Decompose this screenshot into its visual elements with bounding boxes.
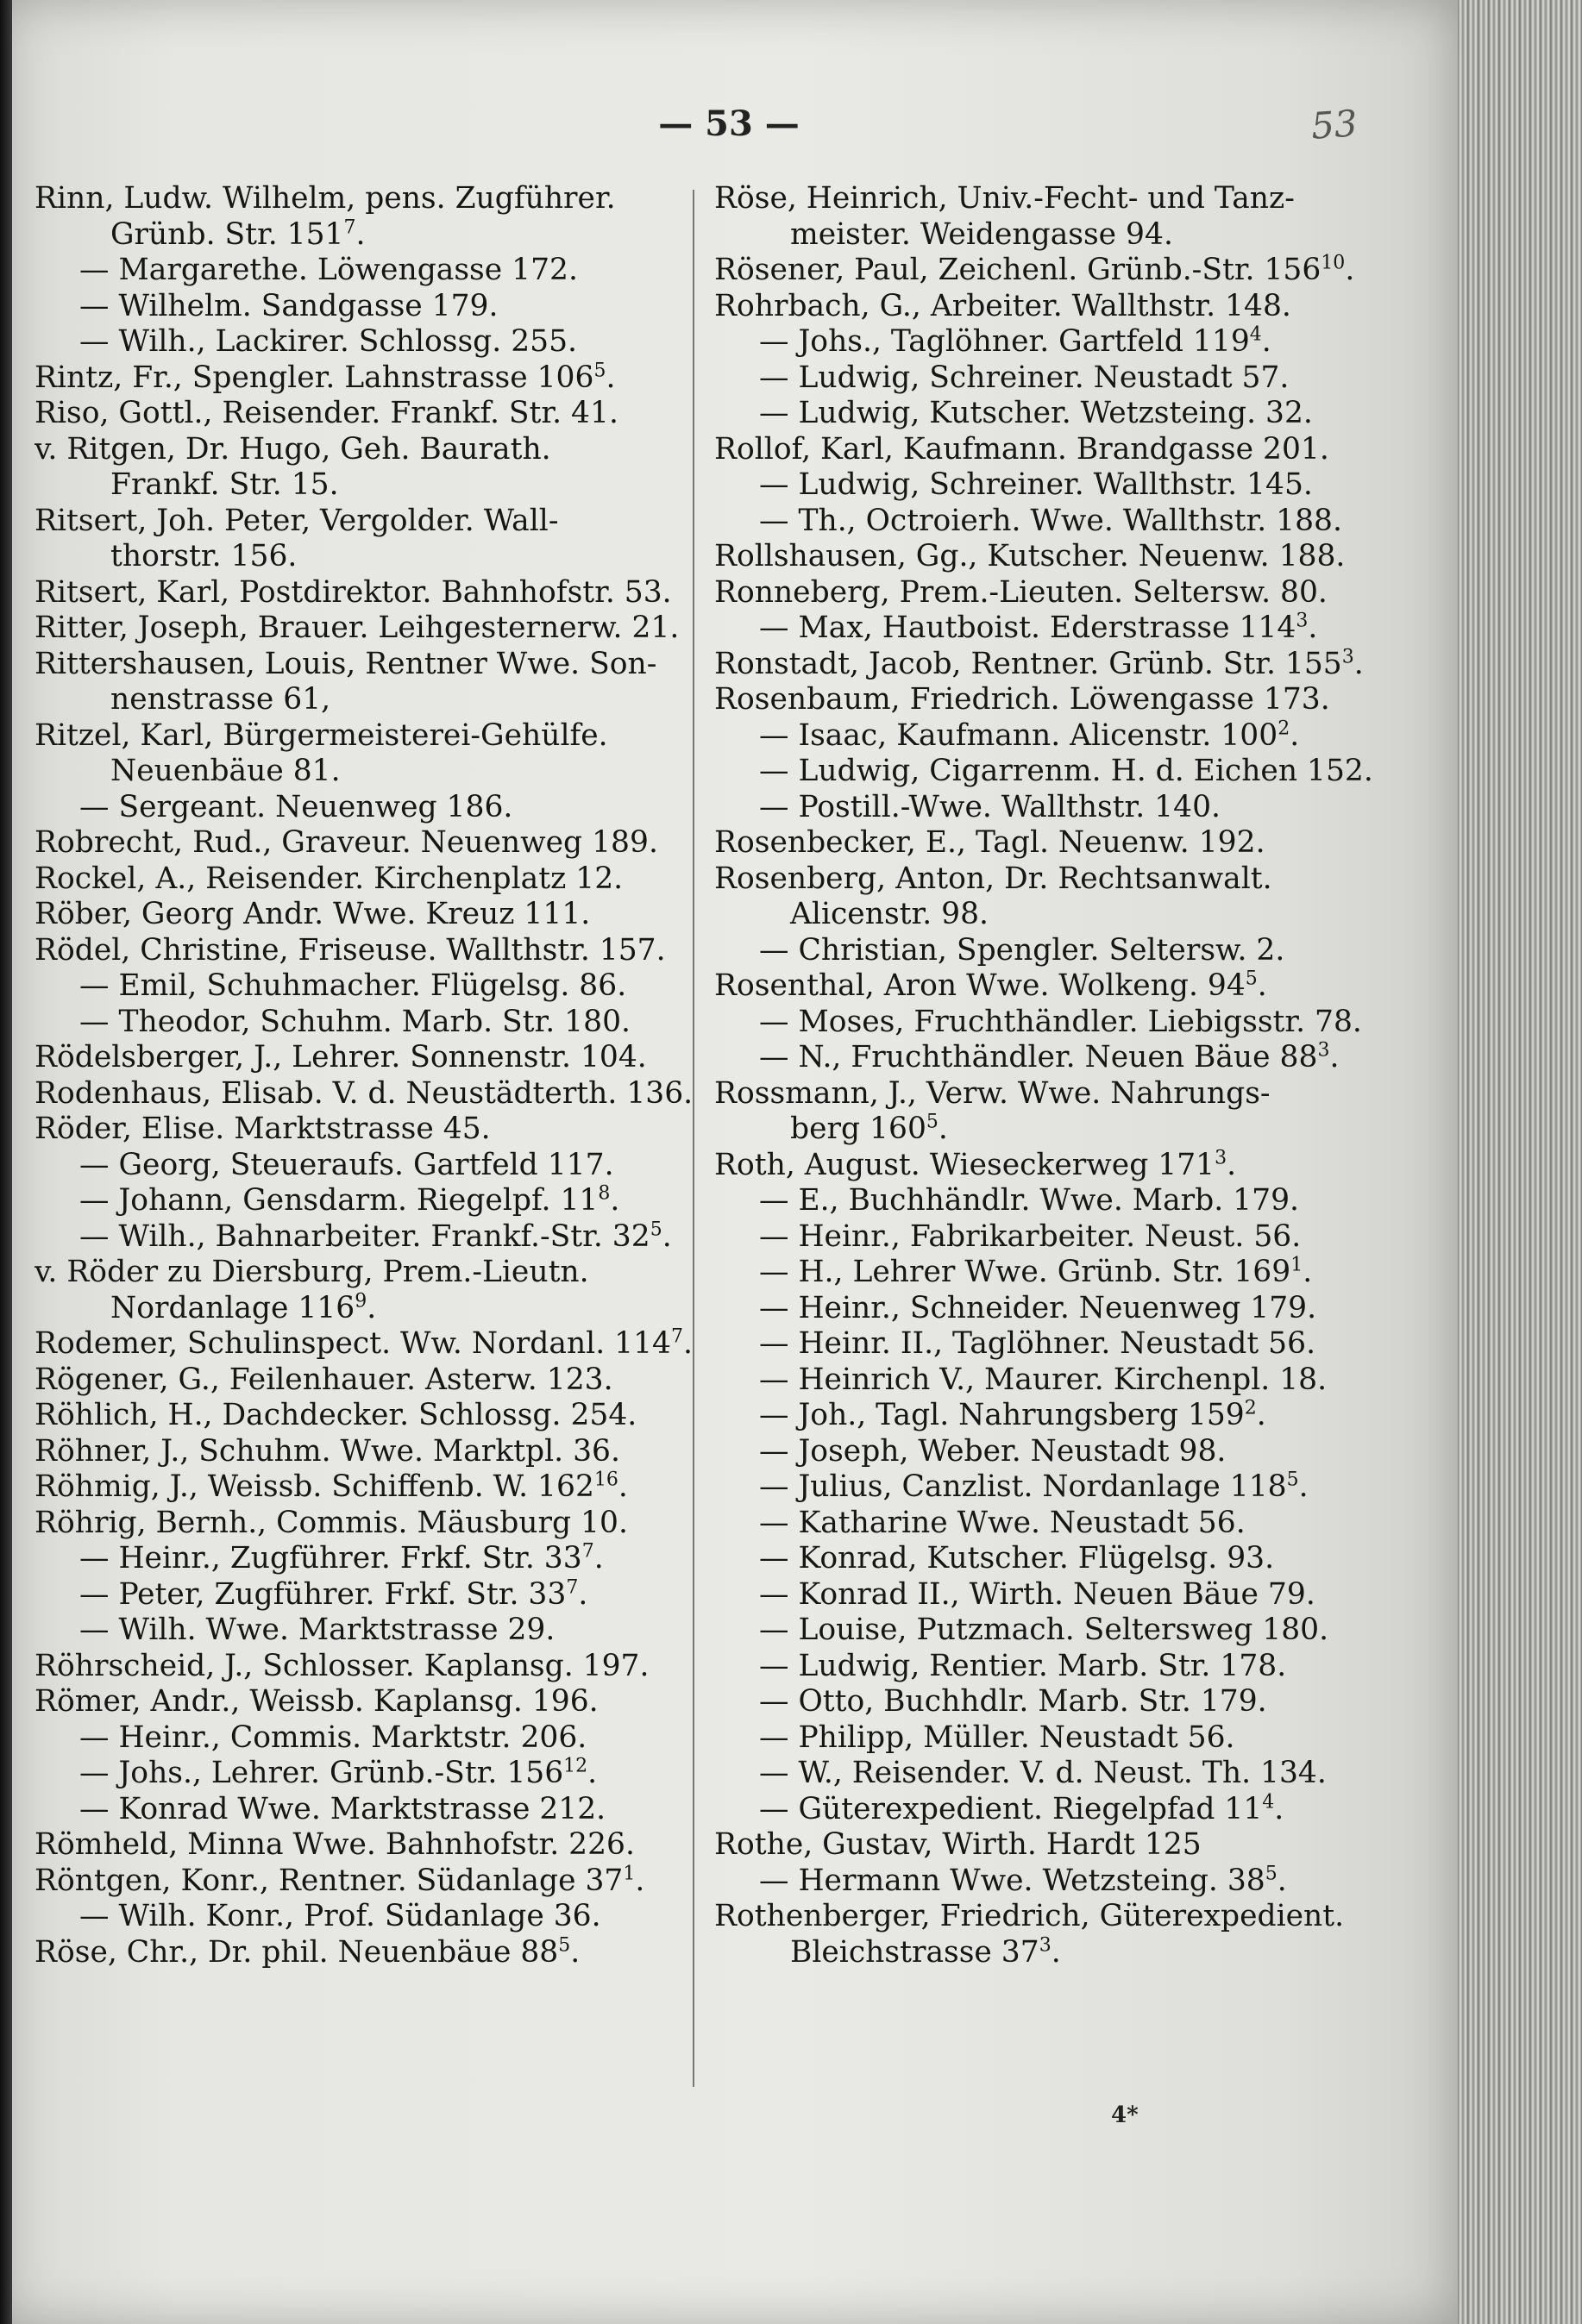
directory-entry [35, 1076, 707, 1112]
entry-superscript: 3 [1215, 1147, 1227, 1168]
directory-entry [35, 181, 707, 217]
entry-trailing-punct: . [635, 1863, 645, 1898]
directory-entry [714, 467, 1387, 504]
entry-text: thorstr. 156. [110, 539, 298, 573]
entry-trailing-punct: . [355, 216, 366, 252]
directory-entry [35, 1255, 707, 1291]
entry-text: — N., Fruchthändler. Neuen Bäue 88 [759, 1040, 1318, 1074]
directory-entry [35, 1112, 707, 1148]
directory-entry [35, 1864, 707, 1900]
entry-text: — Sergeant. Neuenweg 186. [79, 789, 513, 824]
entry-text: Röse, Heinrich, Univ.-Fecht- und Tanz- [714, 181, 1295, 216]
entry-text: Röder, Elise. Marktstrasse 45. [35, 1112, 491, 1146]
entry-text: Ritzel, Karl, Bürgermeisterei-Gehülfe. [35, 717, 608, 753]
entry-superscript: 3 [1317, 1040, 1330, 1062]
directory-entry [714, 1577, 1387, 1613]
entry-text: Rösener, Paul, Zeichenl. Grünb.-Str. 156 [714, 253, 1321, 287]
entry-superscript: 5 [650, 1218, 662, 1240]
directory-entry [714, 1362, 1387, 1399]
directory-entry [35, 1756, 707, 1792]
directory-entry [35, 861, 707, 898]
entry-superscript: 5 [1245, 968, 1258, 990]
entry-text: — Peter, Zugführer. Frkf. Str. 33 [79, 1576, 567, 1612]
entry-superscript: 7 [566, 1576, 579, 1598]
entry-text: Rossmann, J., Verw. Wwe. Nahrungs- [714, 1075, 1271, 1111]
entry-text: Roth, August. Wieseckerweg 171 [714, 1147, 1215, 1182]
entry-text: — Th., Octroierh. Wwe. Wallthstr. 188. [759, 503, 1342, 538]
entry-superscript: 10 [1321, 253, 1346, 274]
entry-text: — Heinr. II., Taglöhner. Neustadt 56. [759, 1326, 1316, 1361]
entry-text: nenstrasse 61, [110, 682, 331, 717]
entry-trailing-punct: . [610, 1183, 620, 1218]
entry-trailing-punct: . [1329, 1040, 1340, 1074]
entry-superscript: 7 [671, 1326, 683, 1348]
entry-superscript: 5 [926, 1112, 939, 1133]
directory-entry [35, 1792, 707, 1828]
right-column [714, 181, 1387, 1970]
entry-text: Röber, Georg Andr. Wwe. Kreuz 111. [35, 897, 591, 931]
entry-trailing-punct: . [1227, 1147, 1237, 1182]
directory-entry [714, 396, 1387, 432]
directory-entry [35, 1326, 707, 1362]
entry-trailing-punct: . [1345, 253, 1355, 287]
directory-entry [35, 1291, 707, 1327]
directory-entry [714, 1040, 1387, 1076]
directory-entry [35, 1005, 707, 1041]
directory-entry [35, 1720, 707, 1757]
entry-superscript: 3 [1039, 1934, 1052, 1956]
directory-entry [714, 1469, 1387, 1506]
entry-superscript: 4 [1249, 324, 1262, 346]
entry-text: Ronneberg, Prem.-Lieuten. Seltersw. 80. [714, 574, 1328, 610]
directory-entry [714, 682, 1387, 718]
directory-entry [714, 1613, 1387, 1649]
directory-entry [714, 1398, 1387, 1434]
directory-entry [35, 217, 707, 254]
directory-entry [714, 1148, 1387, 1184]
entry-superscript: 1 [1290, 1255, 1303, 1276]
entry-text: — Katharine Wwe. Neustadt 56. [759, 1505, 1246, 1540]
directory-entry [35, 790, 707, 826]
entry-text: Ronstadt, Jacob, Rentner. Grünb. Str. 155 [714, 646, 1342, 681]
entry-text: — Wilh., Bahnarbeiter. Frankf.-Str. 32 [79, 1218, 650, 1254]
entry-text: — Wilh. Wwe. Marktstrasse 29. [79, 1613, 556, 1647]
directory-entry [714, 1326, 1387, 1362]
entry-text: — Johann, Gensdarm. Riegelpf. 11 [79, 1183, 599, 1218]
entry-text: Römer, Andr., Weissb. Kaplansg. 196. [35, 1684, 599, 1719]
entry-text: Rosenbecker, E., Tagl. Neuenw. 192. [714, 825, 1265, 860]
directory-entry [714, 790, 1387, 826]
entry-superscript: 4 [1262, 1791, 1275, 1813]
directory-entry [714, 825, 1387, 861]
entry-text: Rosenbaum, Friedrich. Löwengasse 173. [714, 682, 1330, 717]
entry-text: — Moses, Fruchthändler. Liebigsstr. 78. [759, 1004, 1362, 1039]
entry-superscript: 5 [1265, 1863, 1278, 1884]
directory-entry [35, 1434, 707, 1470]
directory-entry [714, 754, 1387, 790]
entry-text: Bleichstrasse 37 [790, 1934, 1039, 1970]
entry-text: — Joseph, Weber. Neustadt 98. [759, 1433, 1227, 1469]
entry-text: Rögener, G., Feilenhauer. Asterw. 123. [35, 1362, 613, 1397]
entry-trailing-punct: . [1290, 717, 1300, 753]
entry-trailing-punct: . [587, 1756, 598, 1790]
directory-entry [35, 1506, 707, 1542]
entry-text: — Julius, Canzlist. Nordanlage 118 [759, 1469, 1287, 1504]
directory-entry [35, 1040, 707, 1076]
entry-text: Rodemer, Schulinspect. Ww. Nordanl. 114 [35, 1326, 671, 1361]
directory-entry [714, 1112, 1387, 1148]
entry-trailing-punct: . [570, 1934, 581, 1970]
entry-text: — Theodor, Schuhm. Marb. Str. 180. [79, 1004, 631, 1039]
directory-entry [714, 1864, 1387, 1900]
directory-entry [714, 1434, 1387, 1470]
entry-superscript: 16 [593, 1469, 618, 1491]
handwritten-page-number: 53 [1309, 102, 1359, 147]
entry-text: Rothe, Gustav, Wirth. Hardt 125 [714, 1827, 1202, 1862]
directory-entry [35, 1148, 707, 1184]
entry-text: — Heinr., Commis. Marktstr. 206. [79, 1720, 587, 1755]
directory-entry [714, 504, 1387, 540]
directory-entry [714, 718, 1387, 755]
entry-superscript: 3 [1296, 611, 1309, 632]
entry-trailing-punct: . [1303, 1255, 1313, 1289]
entry-text: Rollof, Karl, Kaufmann. Brandgasse 201. [714, 431, 1329, 467]
entry-text: Röhmig, J., Weissb. Schiffenb. W. 162 [35, 1469, 594, 1504]
entry-text: — Joh., Tagl. Nahrungsberg 159 [759, 1398, 1245, 1432]
directory-entry [35, 504, 707, 540]
signature-mark: 4* [1111, 2102, 1139, 2128]
directory-entry [714, 1005, 1387, 1041]
directory-entry [714, 1792, 1387, 1828]
directory-entry [35, 1398, 707, 1434]
entry-text: v. Ritgen, Dr. Hugo, Geh. Baurath. [35, 431, 551, 467]
directory-entry [35, 1684, 707, 1720]
entry-text: Rollshausen, Gg., Kutscher. Neuenw. 188. [714, 539, 1346, 573]
entry-text: — Konrad Wwe. Marktstrasse 212. [79, 1791, 606, 1826]
directory-entry [714, 1291, 1387, 1327]
directory-entry [35, 539, 707, 575]
directory-entry [714, 1255, 1387, 1291]
directory-entry [35, 253, 707, 289]
entry-superscript: 9 [355, 1290, 367, 1312]
directory-entry [714, 933, 1387, 969]
entry-text: Ritter, Joseph, Brauer. Leihgesternerw. 21. [35, 611, 680, 645]
entry-trailing-punct: . [1308, 611, 1318, 645]
entry-text: Röhrscheid, J., Schlosser. Kaplansg. 197. [35, 1648, 650, 1683]
entry-trailing-punct: . [938, 1112, 948, 1146]
page-edges [1458, 0, 1582, 2324]
directory-entry [35, 1613, 707, 1649]
entry-trailing-punct: . [683, 1326, 693, 1361]
entry-text: — Hermann Wwe. Wetzsteing. 38 [759, 1863, 1265, 1898]
directory-entry [714, 253, 1387, 289]
entry-text: Rinn, Ludw. Wilhelm, pens. Zugführer. [35, 181, 616, 216]
entry-text: Rothenberger, Friedrich, Güterexpedient. [714, 1899, 1345, 1933]
entry-text: — Heinr., Zugführer. Frkf. Str. 33 [79, 1541, 582, 1575]
entry-superscript: 12 [563, 1756, 588, 1777]
directory-entry [714, 539, 1387, 575]
entry-trailing-punct: . [1051, 1934, 1061, 1970]
entry-text: Röhner, J., Schuhm. Wwe. Marktpl. 36. [35, 1433, 620, 1469]
directory-entry [714, 432, 1387, 468]
entry-text: — Konrad, Kutscher. Flügelsg. 93. [759, 1541, 1275, 1575]
entry-superscript: 3 [1341, 646, 1354, 667]
entry-trailing-punct: . [1274, 1791, 1284, 1826]
entry-text: Rintz, Fr., Spengler. Lahnstrasse 106 [35, 360, 594, 395]
entry-text: — Louise, Putzmach. Seltersweg 180. [759, 1613, 1329, 1647]
entry-text: — Wilh., Lackirer. Schlossg. 255. [79, 324, 578, 359]
entry-text: — Georg, Steueraufs. Gartfeld 117. [79, 1147, 614, 1182]
directory-entry [714, 1183, 1387, 1219]
entry-text: Rosenthal, Aron Wwe. Wolkeng. 94 [714, 968, 1246, 1003]
entry-superscript: 7 [581, 1541, 594, 1563]
directory-entry [35, 1362, 707, 1399]
entry-superscript: 8 [598, 1183, 611, 1205]
entry-text: — Max, Hautboist. Ederstrasse 114 [759, 611, 1296, 645]
directory-entry [35, 933, 707, 969]
directory-entry [35, 1649, 707, 1685]
directory-entry [714, 1827, 1387, 1864]
entry-text: Rödel, Christine, Friseuse. Wallthstr. 157. [35, 932, 666, 968]
directory-entry [714, 861, 1387, 898]
directory-entry [714, 1935, 1387, 1971]
entry-text: — Postill.-Wwe. Wallthstr. 140. [759, 789, 1221, 824]
entry-text: — Güterexpedient. Riegelpfad 11 [759, 1791, 1263, 1826]
directory-entry [714, 575, 1387, 611]
entry-trailing-punct: . [1257, 968, 1267, 1003]
directory-entry [714, 611, 1387, 647]
entry-superscript: 5 [1286, 1469, 1299, 1491]
directory-entry [35, 682, 707, 718]
entry-superscript: 2 [1278, 717, 1290, 739]
entry-text: — Philipp, Müller. Neustadt 56. [759, 1720, 1235, 1755]
directory-entry [35, 360, 707, 397]
entry-superscript: 5 [593, 360, 606, 381]
directory-entry [35, 718, 707, 755]
directory-entry [714, 360, 1387, 397]
directory-entry [714, 181, 1387, 217]
entry-text: — Ludwig, Cigarrenm. H. d. Eichen 152. [759, 754, 1373, 788]
entry-text: Frankf. Str. 15. [110, 467, 339, 502]
entry-text: — Margarethe. Löwengasse 172. [79, 253, 578, 287]
entry-text: — Emil, Schuhmacher. Flügelsg. 86. [79, 968, 627, 1003]
directory-entry [35, 1541, 707, 1577]
entry-trailing-punct: . [662, 1218, 672, 1254]
entry-text: Ritsert, Joh. Peter, Vergolder. Wall- [35, 503, 559, 538]
directory-entry [35, 324, 707, 360]
entry-trailing-punct: . [1261, 324, 1271, 359]
directory-entry [35, 1935, 707, 1971]
directory-entry [35, 754, 707, 790]
entry-text: Römheld, Minna Wwe. Bahnhofstr. 226. [35, 1827, 635, 1862]
directory-entry [714, 1684, 1387, 1720]
entry-trailing-punct: . [367, 1290, 377, 1325]
entry-trailing-punct: . [1277, 1863, 1287, 1898]
entry-text: — Johs., Lehrer. Grünb.-Str. 156 [79, 1756, 564, 1790]
entry-text: — Ludwig, Kutscher. Wetzsteing. 32. [759, 396, 1313, 430]
entry-text: — Heinr., Schneider. Neuenweg 179. [759, 1290, 1317, 1325]
directory-entry [35, 1469, 707, 1506]
entry-text: Rödelsberger, J., Lehrer. Sonnenstr. 104. [35, 1040, 647, 1074]
directory-entry [35, 1899, 707, 1935]
entry-text: Röntgen, Konr., Rentner. Südanlage 37 [35, 1863, 624, 1898]
entry-text: Alicenstr. 98. [790, 897, 989, 931]
entry-text: Rohrbach, G., Arbeiter. Wallthstr. 148. [714, 288, 1291, 323]
entry-trailing-punct: . [1298, 1469, 1309, 1504]
directory-entry [714, 897, 1387, 933]
entry-text: Rittershausen, Louis, Rentner Wwe. Son- [35, 646, 657, 681]
entry-text: Grünb. Str. 151 [110, 216, 344, 252]
directory-entry [714, 1076, 1387, 1112]
directory-entry [35, 647, 707, 683]
entry-superscript: 7 [343, 216, 356, 238]
entry-text: — Ludwig, Rentier. Marb. Str. 178. [759, 1648, 1287, 1683]
entry-trailing-punct: . [1256, 1398, 1266, 1432]
directory-entry [714, 1720, 1387, 1757]
directory-entry [714, 1506, 1387, 1542]
directory-entry [35, 968, 707, 1005]
directory-entry [714, 1649, 1387, 1685]
entry-trailing-punct: . [618, 1469, 628, 1504]
directory-entry [35, 1183, 707, 1219]
left-column [35, 181, 707, 1970]
entry-text: v. Röder zu Diersburg, Prem.-Lieutn. [35, 1255, 589, 1289]
entry-text: Robrecht, Rud., Graveur. Neuenweg 189. [35, 825, 658, 860]
directory-entry [714, 1541, 1387, 1577]
entry-text: meister. Weidengasse 94. [790, 216, 1173, 252]
entry-text: — Heinrich V., Maurer. Kirchenpl. 18. [759, 1362, 1328, 1397]
directory-entry [35, 1219, 707, 1256]
entry-text: — E., Buchhändlr. Wwe. Marb. 179. [759, 1183, 1299, 1218]
entry-text: — H., Lehrer Wwe. Grünb. Str. 169 [759, 1255, 1291, 1289]
directory-entry [714, 1219, 1387, 1256]
directory-entry [35, 396, 707, 432]
directory-entry [35, 825, 707, 861]
directory-entry [714, 324, 1387, 360]
entry-text: — W., Reisender. V. d. Neust. Th. 134. [759, 1756, 1327, 1790]
entry-text: — Konrad II., Wirth. Neuen Bäue 79. [759, 1576, 1315, 1612]
entry-text: berg 160 [790, 1112, 926, 1146]
entry-text: — Ludwig, Schreiner. Neustadt 57. [759, 360, 1290, 395]
entry-text: Ritsert, Karl, Postdirektor. Bahnhofstr. 53. [35, 574, 672, 610]
entry-text: Neuenbäue 81. [110, 754, 341, 788]
directory-entry [714, 968, 1387, 1005]
entry-text: Rockel, A., Reisender. Kirchenplatz 12. [35, 861, 624, 896]
entry-text: — Wilh. Konr., Prof. Südanlage 36. [79, 1899, 601, 1933]
directory-entry [35, 611, 707, 647]
entry-text: Röhrig, Bernh., Commis. Mäusburg 10. [35, 1505, 628, 1540]
entry-trailing-punct: . [1353, 646, 1364, 681]
directory-entry [714, 289, 1387, 325]
entry-text: Rodenhaus, Elisab. V. d. Neustädterth. 136. [35, 1075, 694, 1111]
entry-text: Rosenberg, Anton, Dr. Rechtsanwalt. [714, 861, 1272, 896]
directory-entry [35, 1577, 707, 1613]
directory-entry [714, 1899, 1387, 1935]
entry-superscript: 1 [623, 1863, 636, 1884]
entry-text: — Wilhelm. Sandgasse 179. [79, 288, 499, 323]
entry-superscript: 2 [1244, 1398, 1257, 1419]
directory-entry [35, 897, 707, 933]
entry-trailing-punct: . [606, 360, 616, 395]
entry-trailing-punct: . [578, 1576, 588, 1612]
entry-text: — Heinr., Fabrikarbeiter. Neust. 56. [759, 1218, 1302, 1254]
entry-text: Nordanlage 116 [110, 1290, 355, 1325]
entry-superscript: 5 [558, 1934, 571, 1956]
book-binding [0, 0, 12, 2324]
directory-entry [35, 575, 707, 611]
directory-entry [35, 289, 707, 325]
entry-text: — Christian, Spengler. Seltersw. 2. [759, 932, 1285, 968]
directory-entry [35, 432, 707, 468]
entry-text: Röhlich, H., Dachdecker. Schlossg. 254. [35, 1398, 637, 1432]
directory-entry [714, 217, 1387, 254]
entry-text: — Otto, Buchhdlr. Marb. Str. 179. [759, 1684, 1267, 1719]
directory-entry [35, 467, 707, 504]
directory-entry [714, 1756, 1387, 1792]
entry-text: — Isaac, Kaufmann. Alicenstr. 100 [759, 717, 1278, 753]
entry-text: — Johs., Taglöhner. Gartfeld 119 [759, 324, 1250, 359]
entry-text: — Ludwig, Schreiner. Wallthstr. 145. [759, 467, 1313, 502]
entry-text: Riso, Gottl., Reisender. Frankf. Str. 41. [35, 396, 618, 430]
page-number: — 53 — [658, 103, 800, 144]
entry-trailing-punct: . [593, 1541, 604, 1575]
entry-text: Röse, Chr., Dr. phil. Neuenbäue 88 [35, 1934, 559, 1970]
directory-entry [35, 1827, 707, 1864]
directory-entry [714, 647, 1387, 683]
